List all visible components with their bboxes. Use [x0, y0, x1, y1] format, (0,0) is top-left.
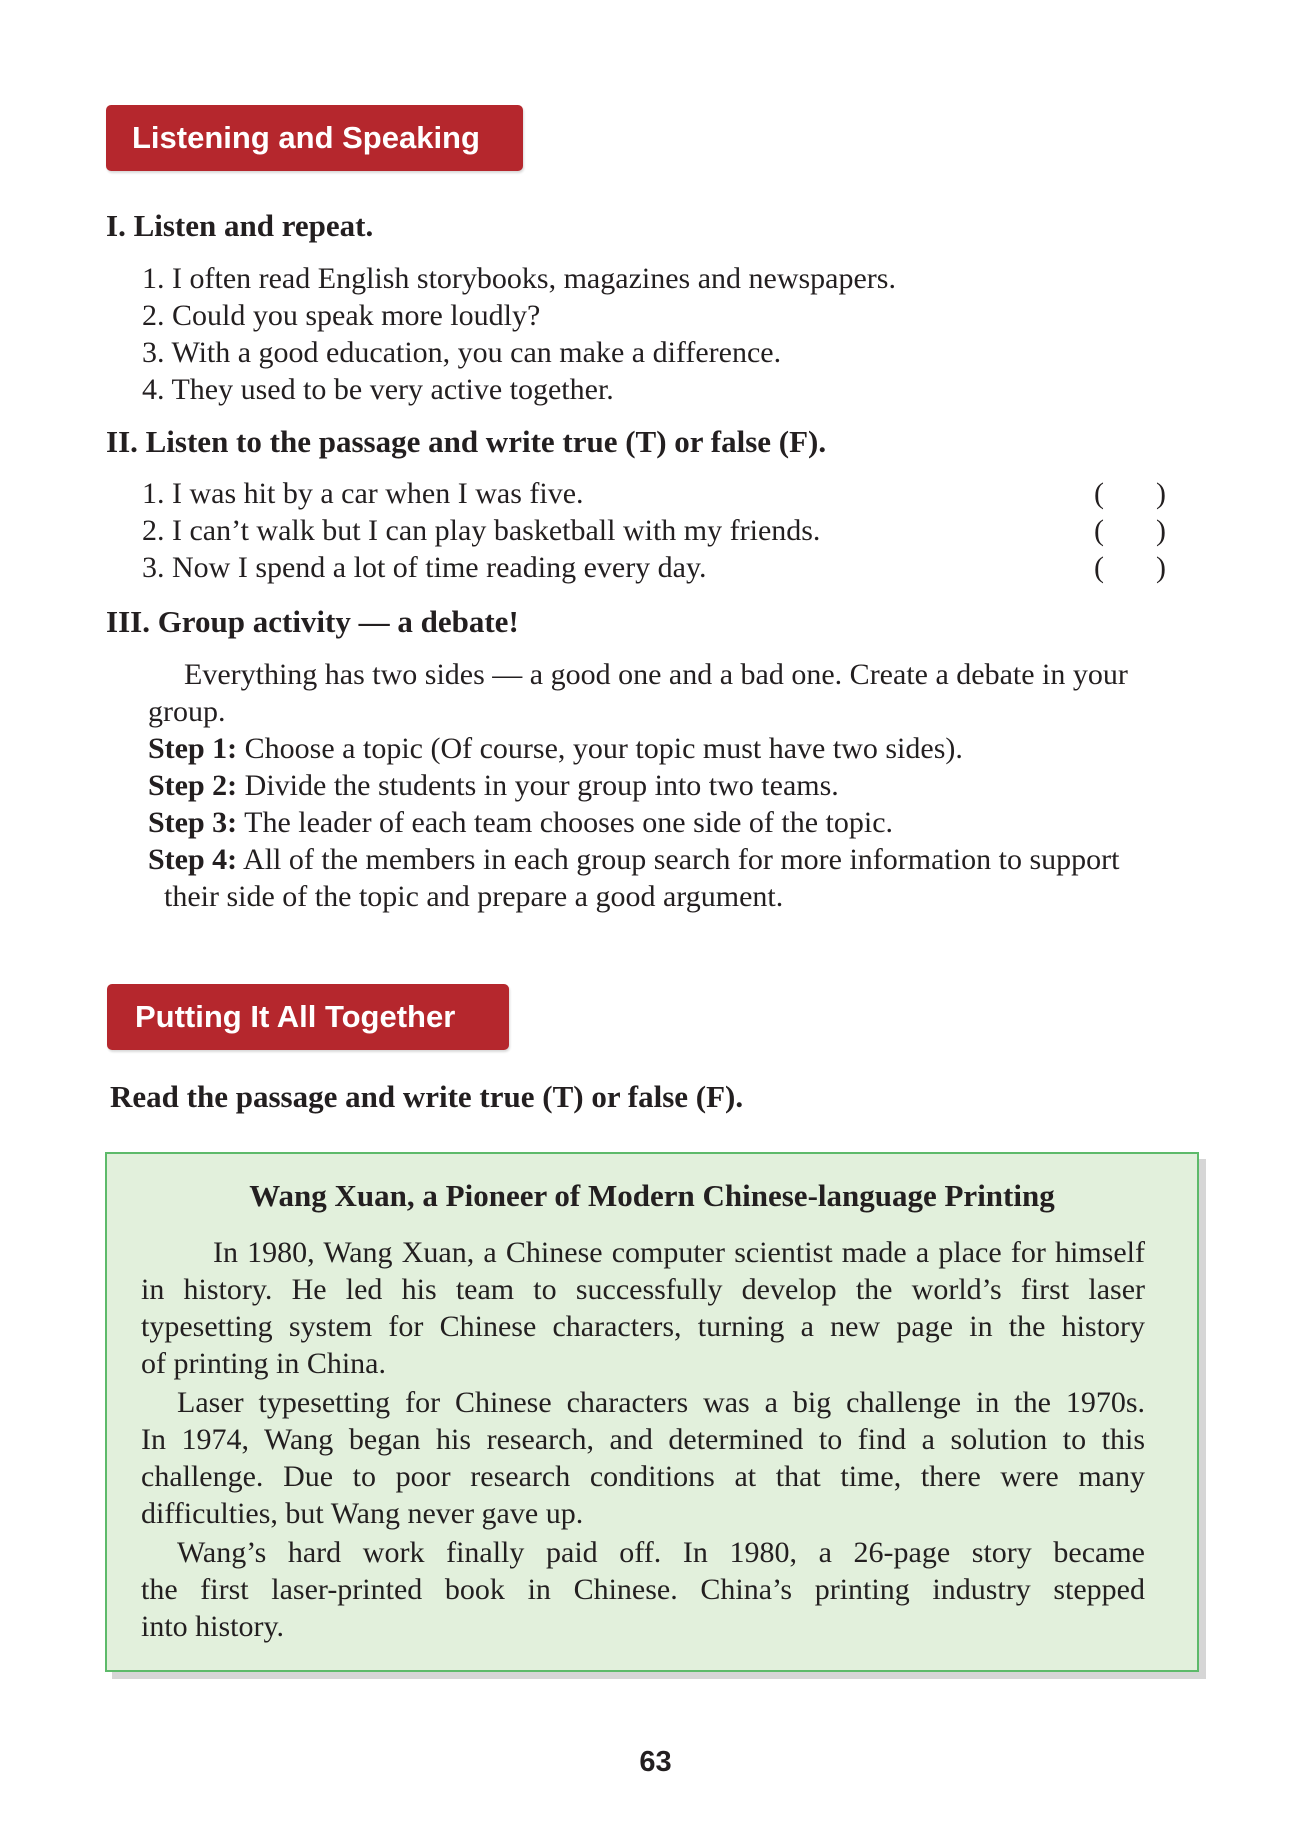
- passage-line-11: into history.: [141, 1610, 285, 1643]
- part2-item-2: 2. I can’t walk but I can play basketball with my friends.: [142, 514, 821, 547]
- part3-heading: III. Group activity — a debate!: [106, 604, 519, 639]
- passage-line-1: In 1980, Wang Xuan, a Chinese computer scientist made a place for himself: [213, 1236, 1145, 1269]
- passage-line-7: challenge. Due to poor research conditions at that time, there were many: [141, 1460, 1145, 1493]
- paren-close: ): [1156, 514, 1166, 547]
- step-1-label: Step 1:: [148, 732, 238, 765]
- part1-item-4: 4. They used to be very active together.: [142, 373, 614, 406]
- step-2: [148, 769, 839, 803]
- answer-blank-1[interactable]: [1094, 477, 1166, 511]
- paren-open: (: [1094, 514, 1104, 547]
- passage-line-10: the first laser-printed book in Chinese. China’s printing industry stepped: [141, 1573, 1145, 1606]
- part2-heading: II. Listen to the passage and write true (T) or false (F).: [106, 424, 827, 459]
- passage-line-5: Laser typesetting for Chinese characters was a big challenge in the 1970s.: [177, 1386, 1145, 1419]
- answer-blank-2[interactable]: [1094, 514, 1166, 548]
- paren-close: ): [1156, 477, 1166, 510]
- paren-close: ): [1156, 551, 1166, 584]
- step-3-text: The leader of each team chooses one side of the topic.: [244, 806, 894, 839]
- paren-open: (: [1094, 551, 1104, 584]
- passage-line-6: In 1974, Wang began his research, and determined to find a solution to this: [141, 1423, 1145, 1456]
- step-1-text: Choose a topic (Of course, your topic must have two sides).: [244, 732, 963, 765]
- step-3-label: Step 3:: [148, 806, 238, 839]
- step-2-text: Divide the students in your group into two teams.: [244, 769, 839, 802]
- reading-passage-box: [105, 1152, 1199, 1672]
- passage-line-2: in history. He led his team to successfully develop the world’s first laser: [141, 1273, 1145, 1306]
- passage-line-9: Wang’s hard work finally paid off. In 1980, a 26-page story became: [177, 1536, 1145, 1569]
- section-tag-listening-speaking: Listening and Speaking: [106, 105, 523, 171]
- passage-title: Wang Xuan, a Pioneer of Modern Chinese-language Printing: [249, 1178, 1055, 1213]
- step-4-text: All of the members in each group search for more information to support: [243, 843, 1120, 876]
- part1-item-3: 3. With a good education, you can make a difference.: [142, 336, 782, 369]
- part1-item-1: 1. I often read English storybooks, magazines and newspapers.: [142, 262, 896, 295]
- part2-item-1: 1. I was hit by a car when I was five.: [142, 477, 584, 510]
- answer-blank-3[interactable]: [1094, 551, 1166, 585]
- part3-intro-line2: group.: [148, 695, 226, 728]
- step-2-label: Step 2:: [148, 769, 238, 802]
- passage-line-3: typesetting system for Chinese characters, turning a new page in the history: [141, 1310, 1145, 1343]
- step-4-line2: their side of the topic and prepare a good argument.: [164, 880, 784, 913]
- passage-line-8: difficulties, but Wang never gave up.: [141, 1497, 584, 1530]
- step-3: [148, 806, 893, 840]
- step-4-label: Step 4:: [148, 843, 238, 876]
- part1-heading: I. Listen and repeat.: [106, 208, 374, 243]
- step-4: [148, 843, 1119, 877]
- reading-instruction: Read the passage and write true (T) or false (F).: [110, 1079, 744, 1114]
- passage-line-4: of printing in China.: [141, 1347, 386, 1380]
- part3-intro-line1: Everything has two sides — a good one and a bad one. Create a debate in your: [184, 658, 1128, 691]
- page-number: 63: [639, 1746, 672, 1778]
- section-tag-putting-together: Putting It All Together: [107, 984, 509, 1050]
- part2-item-3: 3. Now I spend a lot of time reading every day.: [142, 551, 707, 584]
- paren-open: (: [1094, 477, 1104, 510]
- step-1: [148, 732, 963, 766]
- part1-item-2: 2. Could you speak more loudly?: [142, 299, 541, 332]
